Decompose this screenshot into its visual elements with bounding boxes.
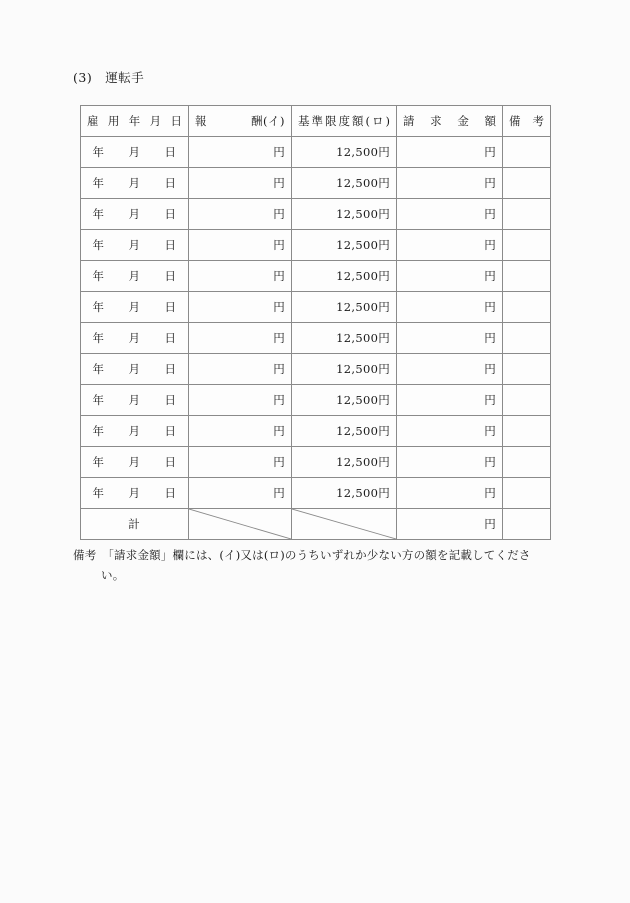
cell-remarks[interactable] — [503, 447, 551, 478]
column-header-employment-date-label: 雇用年月日 — [87, 114, 182, 128]
cell-standard-limit: 12,500円 — [292, 354, 397, 385]
table-body — [81, 137, 551, 540]
cell-claim-amount[interactable]: 円 — [397, 261, 503, 292]
cell-reward-amount[interactable]: 円 — [189, 199, 292, 230]
column-header-standard-limit — [292, 106, 397, 137]
column-header-reward-label-left: 報 — [195, 114, 207, 128]
cell-reward-amount[interactable]: 円 — [189, 323, 292, 354]
cell-reward-amount[interactable]: 円 — [189, 261, 292, 292]
cell-standard-limit: 12,500円 — [292, 447, 397, 478]
cell-standard-limit: 12,500円 — [292, 416, 397, 447]
cell-employment-date[interactable]: 年 月 日 — [81, 261, 189, 292]
cell-total-label: 計 — [81, 509, 189, 540]
table-row — [81, 385, 551, 416]
cell-reward-amount[interactable]: 円 — [189, 447, 292, 478]
cell-remarks[interactable] — [503, 478, 551, 509]
cell-standard-limit: 12,500円 — [292, 137, 397, 168]
footnote — [73, 545, 563, 585]
table-row — [81, 354, 551, 385]
cell-claim-amount[interactable]: 円 — [397, 323, 503, 354]
table-row — [81, 292, 551, 323]
cell-employment-date[interactable]: 年 月 日 — [81, 230, 189, 261]
table-row — [81, 261, 551, 292]
cell-remarks[interactable] — [503, 168, 551, 199]
cell-remarks[interactable] — [503, 416, 551, 447]
cell-reward-amount[interactable]: 円 — [189, 137, 292, 168]
cell-total-claim-amount[interactable]: 円 — [397, 509, 503, 540]
cell-standard-limit: 12,500円 — [292, 168, 397, 199]
cell-standard-limit: 12,500円 — [292, 478, 397, 509]
cell-remarks[interactable] — [503, 199, 551, 230]
cell-employment-date[interactable]: 年 月 日 — [81, 168, 189, 199]
cell-standard-limit: 12,500円 — [292, 261, 397, 292]
column-header-standard-limit-label: 基準限度額(ロ) — [298, 114, 390, 128]
column-header-employment-date — [81, 106, 189, 137]
table-header-row — [81, 106, 551, 137]
cell-standard-limit: 12,500円 — [292, 323, 397, 354]
cell-employment-date[interactable]: 年 月 日 — [81, 292, 189, 323]
cell-employment-date[interactable]: 年 月 日 — [81, 385, 189, 416]
cell-claim-amount[interactable]: 円 — [397, 292, 503, 323]
table-row — [81, 416, 551, 447]
column-header-claim-amount — [397, 106, 503, 137]
cell-employment-date[interactable]: 年 月 日 — [81, 137, 189, 168]
cell-remarks[interactable] — [503, 230, 551, 261]
cell-standard-limit: 12,500円 — [292, 230, 397, 261]
cell-remarks[interactable] — [503, 261, 551, 292]
cell-reward-amount[interactable]: 円 — [189, 385, 292, 416]
cell-reward-amount[interactable]: 円 — [189, 416, 292, 447]
cell-remarks[interactable] — [503, 354, 551, 385]
cell-claim-amount[interactable]: 円 — [397, 199, 503, 230]
footnote-line-2: い。 — [101, 568, 125, 583]
cell-reward-amount[interactable]: 円 — [189, 354, 292, 385]
cell-remarks[interactable] — [503, 323, 551, 354]
table-row — [81, 447, 551, 478]
table-row — [81, 323, 551, 354]
cell-claim-amount[interactable]: 円 — [397, 230, 503, 261]
table-row — [81, 199, 551, 230]
page-title: (3) 運転手 — [73, 70, 145, 85]
cell-claim-amount[interactable]: 円 — [397, 447, 503, 478]
cell-total-remarks[interactable] — [503, 509, 551, 540]
cell-employment-date[interactable]: 年 月 日 — [81, 354, 189, 385]
column-header-remarks — [503, 106, 551, 137]
column-header-reward-label-right: 酬(イ) — [251, 114, 285, 128]
cell-employment-date[interactable]: 年 月 日 — [81, 323, 189, 354]
cell-claim-amount[interactable]: 円 — [397, 478, 503, 509]
cell-claim-amount[interactable]: 円 — [397, 354, 503, 385]
table-row — [81, 230, 551, 261]
cell-reward-amount[interactable]: 円 — [189, 168, 292, 199]
diagonal-strike-icon — [292, 509, 396, 539]
cell-claim-amount[interactable]: 円 — [397, 168, 503, 199]
cell-employment-date[interactable]: 年 月 日 — [81, 416, 189, 447]
cell-standard-limit: 12,500円 — [292, 199, 397, 230]
footnote-line-1: 備考 「請求金額」欄には、(イ)又は(ロ)のうちいずれか少ない方の額を記載してくださ — [73, 548, 531, 562]
cell-claim-amount[interactable]: 円 — [397, 385, 503, 416]
driver-compensation-table — [80, 105, 551, 540]
cell-total-limit-struck — [292, 509, 397, 540]
cell-employment-date[interactable]: 年 月 日 — [81, 478, 189, 509]
table-total-row — [81, 509, 551, 540]
column-header-reward — [189, 106, 292, 137]
cell-standard-limit: 12,500円 — [292, 385, 397, 416]
cell-claim-amount[interactable]: 円 — [397, 137, 503, 168]
table-row — [81, 478, 551, 509]
table-row — [81, 137, 551, 168]
cell-employment-date[interactable]: 年 月 日 — [81, 447, 189, 478]
cell-remarks[interactable] — [503, 292, 551, 323]
cell-remarks[interactable] — [503, 385, 551, 416]
cell-employment-date[interactable]: 年 月 日 — [81, 199, 189, 230]
cell-reward-amount[interactable]: 円 — [189, 230, 292, 261]
cell-standard-limit: 12,500円 — [292, 292, 397, 323]
cell-claim-amount[interactable]: 円 — [397, 416, 503, 447]
diagonal-strike-icon — [189, 509, 291, 539]
cell-total-reward-struck — [189, 509, 292, 540]
column-header-remarks-label: 備考 — [509, 114, 544, 128]
column-header-claim-amount-label: 請求金額 — [403, 114, 496, 128]
cell-reward-amount[interactable]: 円 — [189, 478, 292, 509]
cell-remarks[interactable] — [503, 137, 551, 168]
cell-reward-amount[interactable]: 円 — [189, 292, 292, 323]
table-row — [81, 168, 551, 199]
